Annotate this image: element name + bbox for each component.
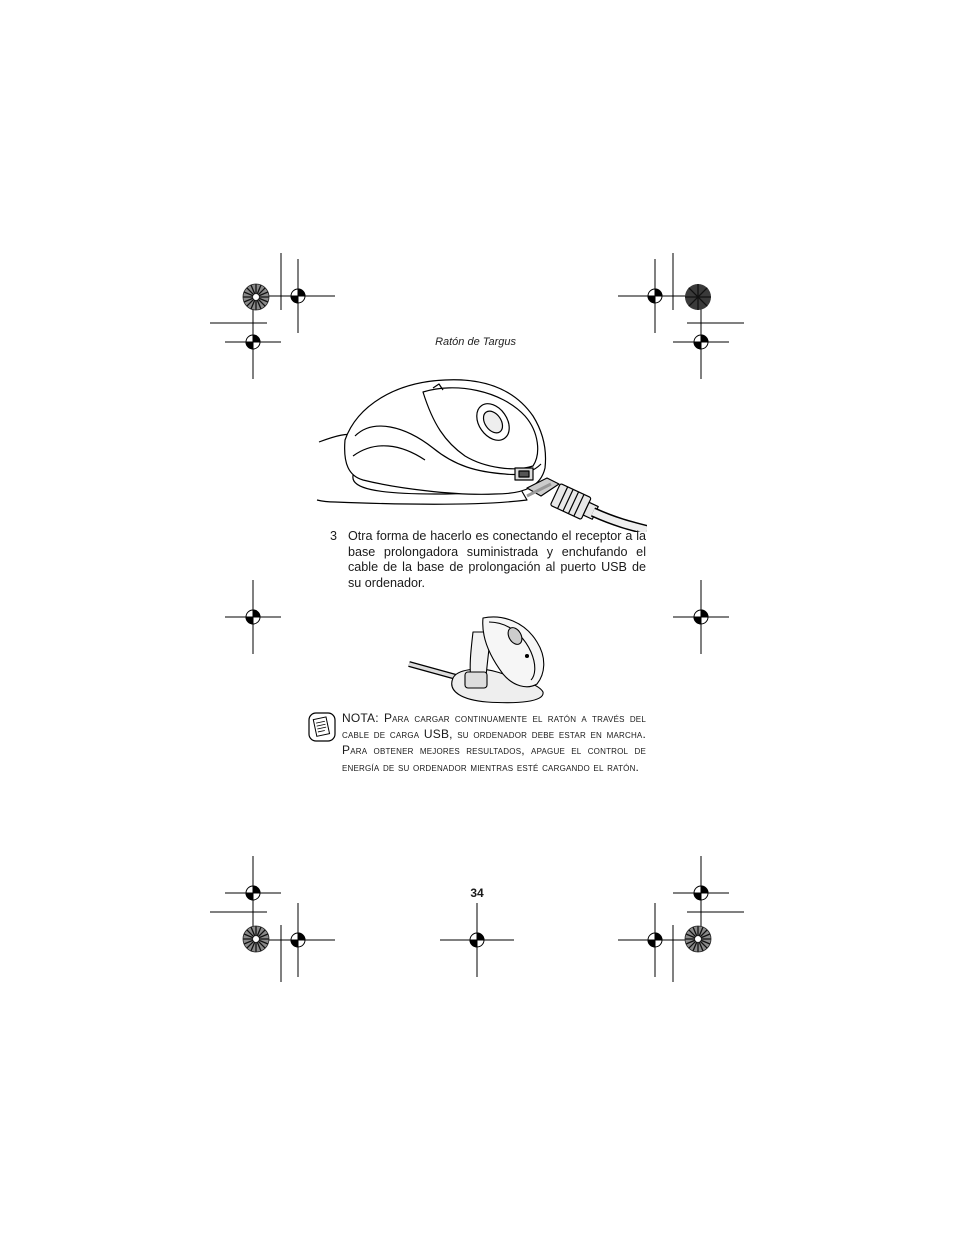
step-number: 3 — [330, 529, 338, 543]
note-text: Para cargar continuamente el ratón a través del cable de carga USB, su ordenador debe estar en marcha. Para obtener mejores resultados, apague el control de energía de su ordenador mientras esté cargando el ratón. — [342, 711, 646, 774]
note-block — [342, 710, 646, 775]
running-header: Ratón de Targus — [435, 336, 516, 348]
step-3 — [330, 529, 646, 591]
page-number: 34 — [470, 886, 484, 900]
step-text: Otra forma de hacerlo es conectando el receptor a la base prolongadora suministrada y enchufando el cable de la base de prolongación al puerto USB de su ordenador. — [348, 529, 646, 590]
mouse-base-illustration — [407, 612, 557, 706]
note-pad-icon — [308, 712, 336, 742]
mouse-usb-illustration — [315, 376, 647, 532]
note-label: NOTA: — [342, 711, 379, 725]
